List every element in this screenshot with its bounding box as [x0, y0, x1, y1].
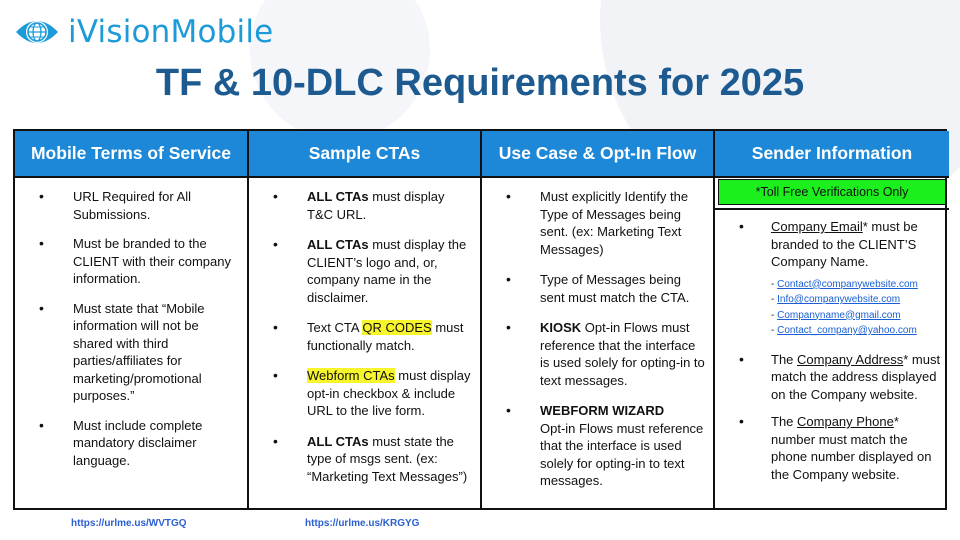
email-example	[771, 292, 949, 308]
item-text: must state the type of msgs sent. (ex: “Marketing Text Messages”)	[307, 433, 468, 484]
list-item	[249, 433, 480, 486]
item-text: * must be branded to the CLIENT’S Company Name.	[771, 219, 918, 269]
item-text: must functionally match.	[307, 320, 464, 353]
highlighted-text: QR CODES	[362, 320, 432, 335]
list-item	[249, 319, 480, 354]
item-text: * must match the address displayed on the Company website.	[771, 351, 941, 402]
toll-free-note: *Toll Free Verifications Only	[718, 179, 946, 205]
item-text: The	[771, 414, 798, 429]
eye-globe-icon	[14, 12, 60, 52]
highlighted-text: Webform CTAs	[307, 368, 395, 383]
column-heading-ctas: Sample CTAs	[249, 131, 480, 178]
item-text: Opt-in Flows must reference that the interface is used solely for opting-in to text messages.	[540, 320, 705, 388]
email-example	[771, 277, 949, 293]
list-item	[715, 413, 949, 483]
item-text: Opt-in Flows must reference that the interface is used solely for opting-in to text messages.	[540, 420, 704, 488]
dash: -	[771, 309, 778, 321]
column-terms	[15, 131, 249, 508]
list-item	[249, 367, 480, 420]
underlined-text: Company Email	[771, 219, 863, 234]
column-heading-usecase: Use Case & Opt-In Flow	[482, 131, 713, 178]
bold-text: ALL CTAs	[307, 433, 369, 449]
list-item	[482, 402, 713, 490]
email-link[interactable]: Contact_company@yahoo.com	[777, 325, 917, 336]
column-heading-terms: Mobile Terms of Service	[15, 131, 247, 178]
list-item	[715, 218, 949, 271]
list-item: • Must state that “Mobile information will not be shared with third parties/affiliates for marketing/promotional purposes.”	[15, 300, 247, 405]
column-sender	[715, 131, 949, 508]
logo-text: iVisionMobile	[68, 14, 274, 50]
list-item: • Type of Messages being sent must match the CTA.	[482, 271, 713, 306]
footer-link-terms[interactable]: https://urlme.us/WVTGQ	[71, 518, 187, 529]
bold-text: KIOSK	[540, 320, 582, 335]
column-heading-sender: Sender Information	[715, 131, 949, 178]
item-text: * number must match the phone number displayed on the Company website.	[771, 414, 932, 482]
list-item: • URL Required for All Submissions.	[15, 188, 247, 223]
list-item: • Must be branded to the CLIENT with their company information.	[15, 235, 247, 288]
dash: -	[771, 325, 778, 336]
email-example	[771, 308, 949, 324]
list-item	[249, 188, 480, 223]
logo	[14, 12, 273, 52]
item-text: must display opt-in checkbox & include URL to the live form.	[307, 368, 471, 418]
list-item: • Must explicitly Identify the Type of Messages being sent. (ex: Marketing Text Messages)	[482, 188, 713, 258]
email-link[interactable]: Info@companywebsite.com	[777, 294, 901, 305]
item-text: must display T&C URL.	[307, 189, 445, 222]
column-ctas	[249, 131, 482, 508]
bold-text: ALL CTAs	[307, 237, 369, 252]
dash: -	[771, 278, 778, 290]
bold-text: ALL CTAs	[307, 189, 369, 204]
list-item: • Must include complete mandatory disclaimer language.	[15, 417, 247, 470]
footer-link-ctas[interactable]: https://urlme.us/KRGYG	[305, 518, 420, 529]
list-item	[249, 236, 480, 306]
item-text: must display the CLIENT’s logo and, or, company name in the disclaimer.	[307, 237, 467, 305]
bold-text: • WEBFORM WIZARD	[540, 403, 665, 418]
requirements-table	[13, 129, 947, 510]
list-item	[482, 319, 713, 389]
item-text: The	[771, 351, 798, 367]
page-title: TF & 10-DLC Requirements for 2025	[155, 62, 805, 104]
underlined-text: Company Phone	[797, 414, 894, 429]
item-text: Text CTA	[307, 320, 363, 335]
underlined-text: Company Address	[797, 351, 904, 367]
dash: -	[771, 294, 778, 305]
email-link[interactable]: Contact@companywebsite.com	[777, 278, 918, 290]
column-usecase	[482, 131, 715, 508]
email-example	[771, 323, 949, 339]
email-examples	[715, 277, 949, 339]
list-item	[715, 351, 949, 404]
email-link[interactable]: Companyname@gmail.com	[777, 309, 901, 321]
